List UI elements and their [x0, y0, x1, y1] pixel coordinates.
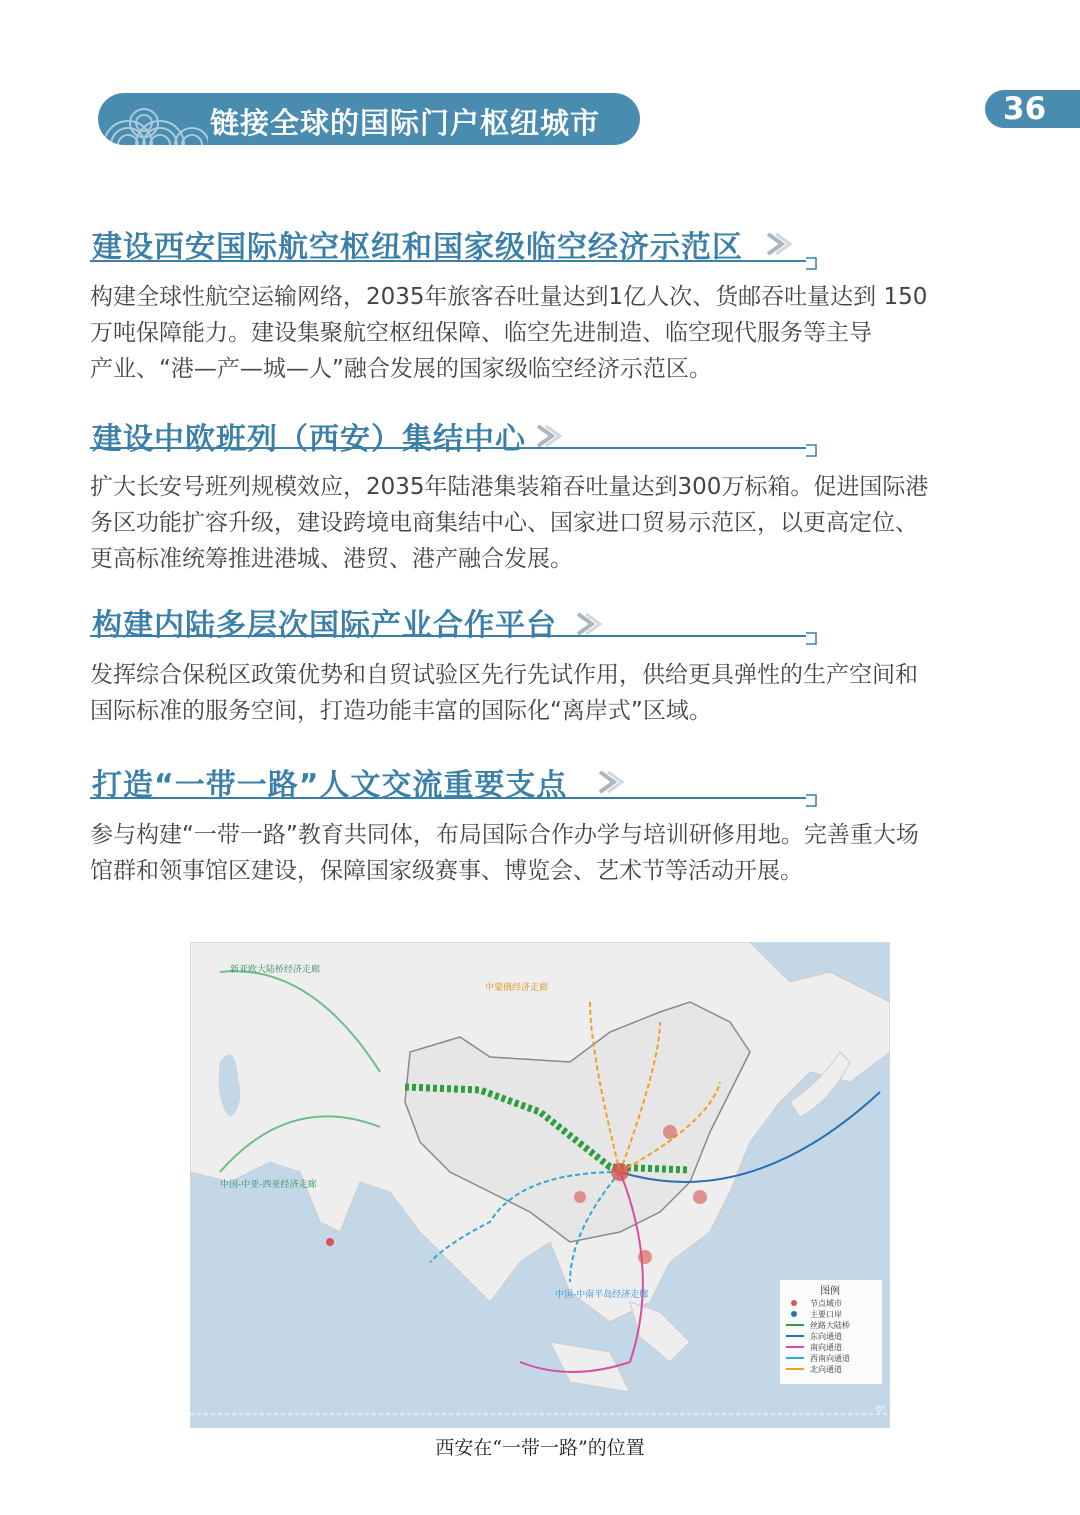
shanghai-node	[693, 1190, 707, 1204]
wave-decoration-icon	[98, 93, 208, 145]
legend-item-label: 节点城市	[810, 1299, 842, 1308]
chevron-right-icon	[594, 767, 624, 797]
gwadar-node	[326, 1238, 334, 1246]
corridor-label: 中国-中南半岛经济走廊	[555, 1290, 649, 1300]
section-2-title: 建设中欧班列（西安）集结中心	[92, 422, 526, 457]
belt-road-map	[190, 942, 890, 1428]
equator-label: 0°	[876, 1405, 886, 1414]
legend-marker	[791, 1311, 797, 1317]
section-2-underline	[90, 444, 818, 458]
legend-item-label: 西南向通道	[810, 1354, 850, 1363]
xian-node	[611, 1163, 629, 1181]
map-caption: 西安在“一带一路”的位置	[435, 1437, 645, 1459]
legend-marker	[791, 1300, 797, 1306]
section-2-line: 务区功能扩容升级，建设跨境电商集结中心、国家进口贸易示范区，以更高定位、	[90, 510, 918, 536]
section-3-line: 发挥综合保税区政策优势和自贸试验区先行先试作用，供给更具弹性的生产空间和	[90, 662, 918, 688]
legend-item-label: 南向通道	[810, 1343, 842, 1352]
corridor-label: 新亚欧大陆桥经济走廊	[230, 965, 321, 975]
header-banner	[98, 93, 640, 145]
map-legend	[780, 1280, 882, 1384]
section-1-underline	[90, 257, 818, 271]
corridor-label: 中蒙俄经济走廊	[485, 983, 549, 993]
section-4-line: 馆群和领事馆区建设，保障国家级赛事、博览会、艺术节等活动开展。	[90, 858, 803, 884]
beijing-node	[663, 1125, 677, 1139]
section-4-underline	[90, 794, 818, 808]
page-title: 链接全球的国际门户枢纽城市	[210, 106, 601, 140]
section-1-line: 产业、“港—产—城—人”融合发展的国家级临空经济示范区。	[90, 356, 712, 382]
section-3-underline	[90, 632, 818, 646]
section-2-body	[90, 469, 1000, 577]
legend-item-label: 东向通道	[810, 1332, 842, 1341]
page-number: 36	[1003, 91, 1047, 127]
section-4-line: 参与构建“一带一路”教育共同体，布局国际合作办学与培训研修用地。完善重大场	[90, 822, 919, 848]
legend-item-label: 北向通道	[810, 1365, 842, 1374]
section-1-body	[90, 279, 1000, 387]
chengdu-node	[574, 1191, 586, 1203]
corridor-label: 中国-中亚-西亚经济走廊	[220, 1180, 317, 1190]
section-3-line: 国际标准的服务空间，打造功能丰富的国际化“离岸式”区域。	[90, 698, 712, 724]
legend-item-label: 主要口岸	[810, 1310, 842, 1319]
section-3-body	[90, 657, 1000, 729]
map-svg	[190, 942, 890, 1428]
southeast-islands	[550, 1342, 630, 1392]
section-1-line: 构建全球性航空运输网络，2035年旅客吞吐量达到1亿人次、货邮吞吐量达到 150	[90, 284, 928, 310]
legend-item-label: 丝路大陆桥	[810, 1321, 850, 1330]
guangzhou-node	[638, 1250, 652, 1264]
section-2-line: 扩大长安号班列规模效应，2035年陆港集装箱吞吐量达到300万标箱。促进国际港	[90, 474, 929, 500]
section-4-body	[90, 817, 1000, 889]
section-1-line: 万吨保障能力。建设集聚航空枢纽保障、临空先进制造、临空现代服务等主导	[90, 320, 872, 346]
section-3-title: 构建内陆多层次国际产业合作平台	[92, 608, 557, 643]
legend-title: 图例	[820, 1286, 840, 1297]
section-4-title: 打造“一带一路”人文交流重要支点	[92, 768, 568, 803]
section-2-line: 更高标准统筹推进港城、港贸、港产融合发展。	[90, 546, 573, 572]
section-1-title: 建设西安国际航空枢纽和国家级临空经济示范区	[92, 230, 743, 265]
chevron-right-icon	[762, 229, 792, 259]
